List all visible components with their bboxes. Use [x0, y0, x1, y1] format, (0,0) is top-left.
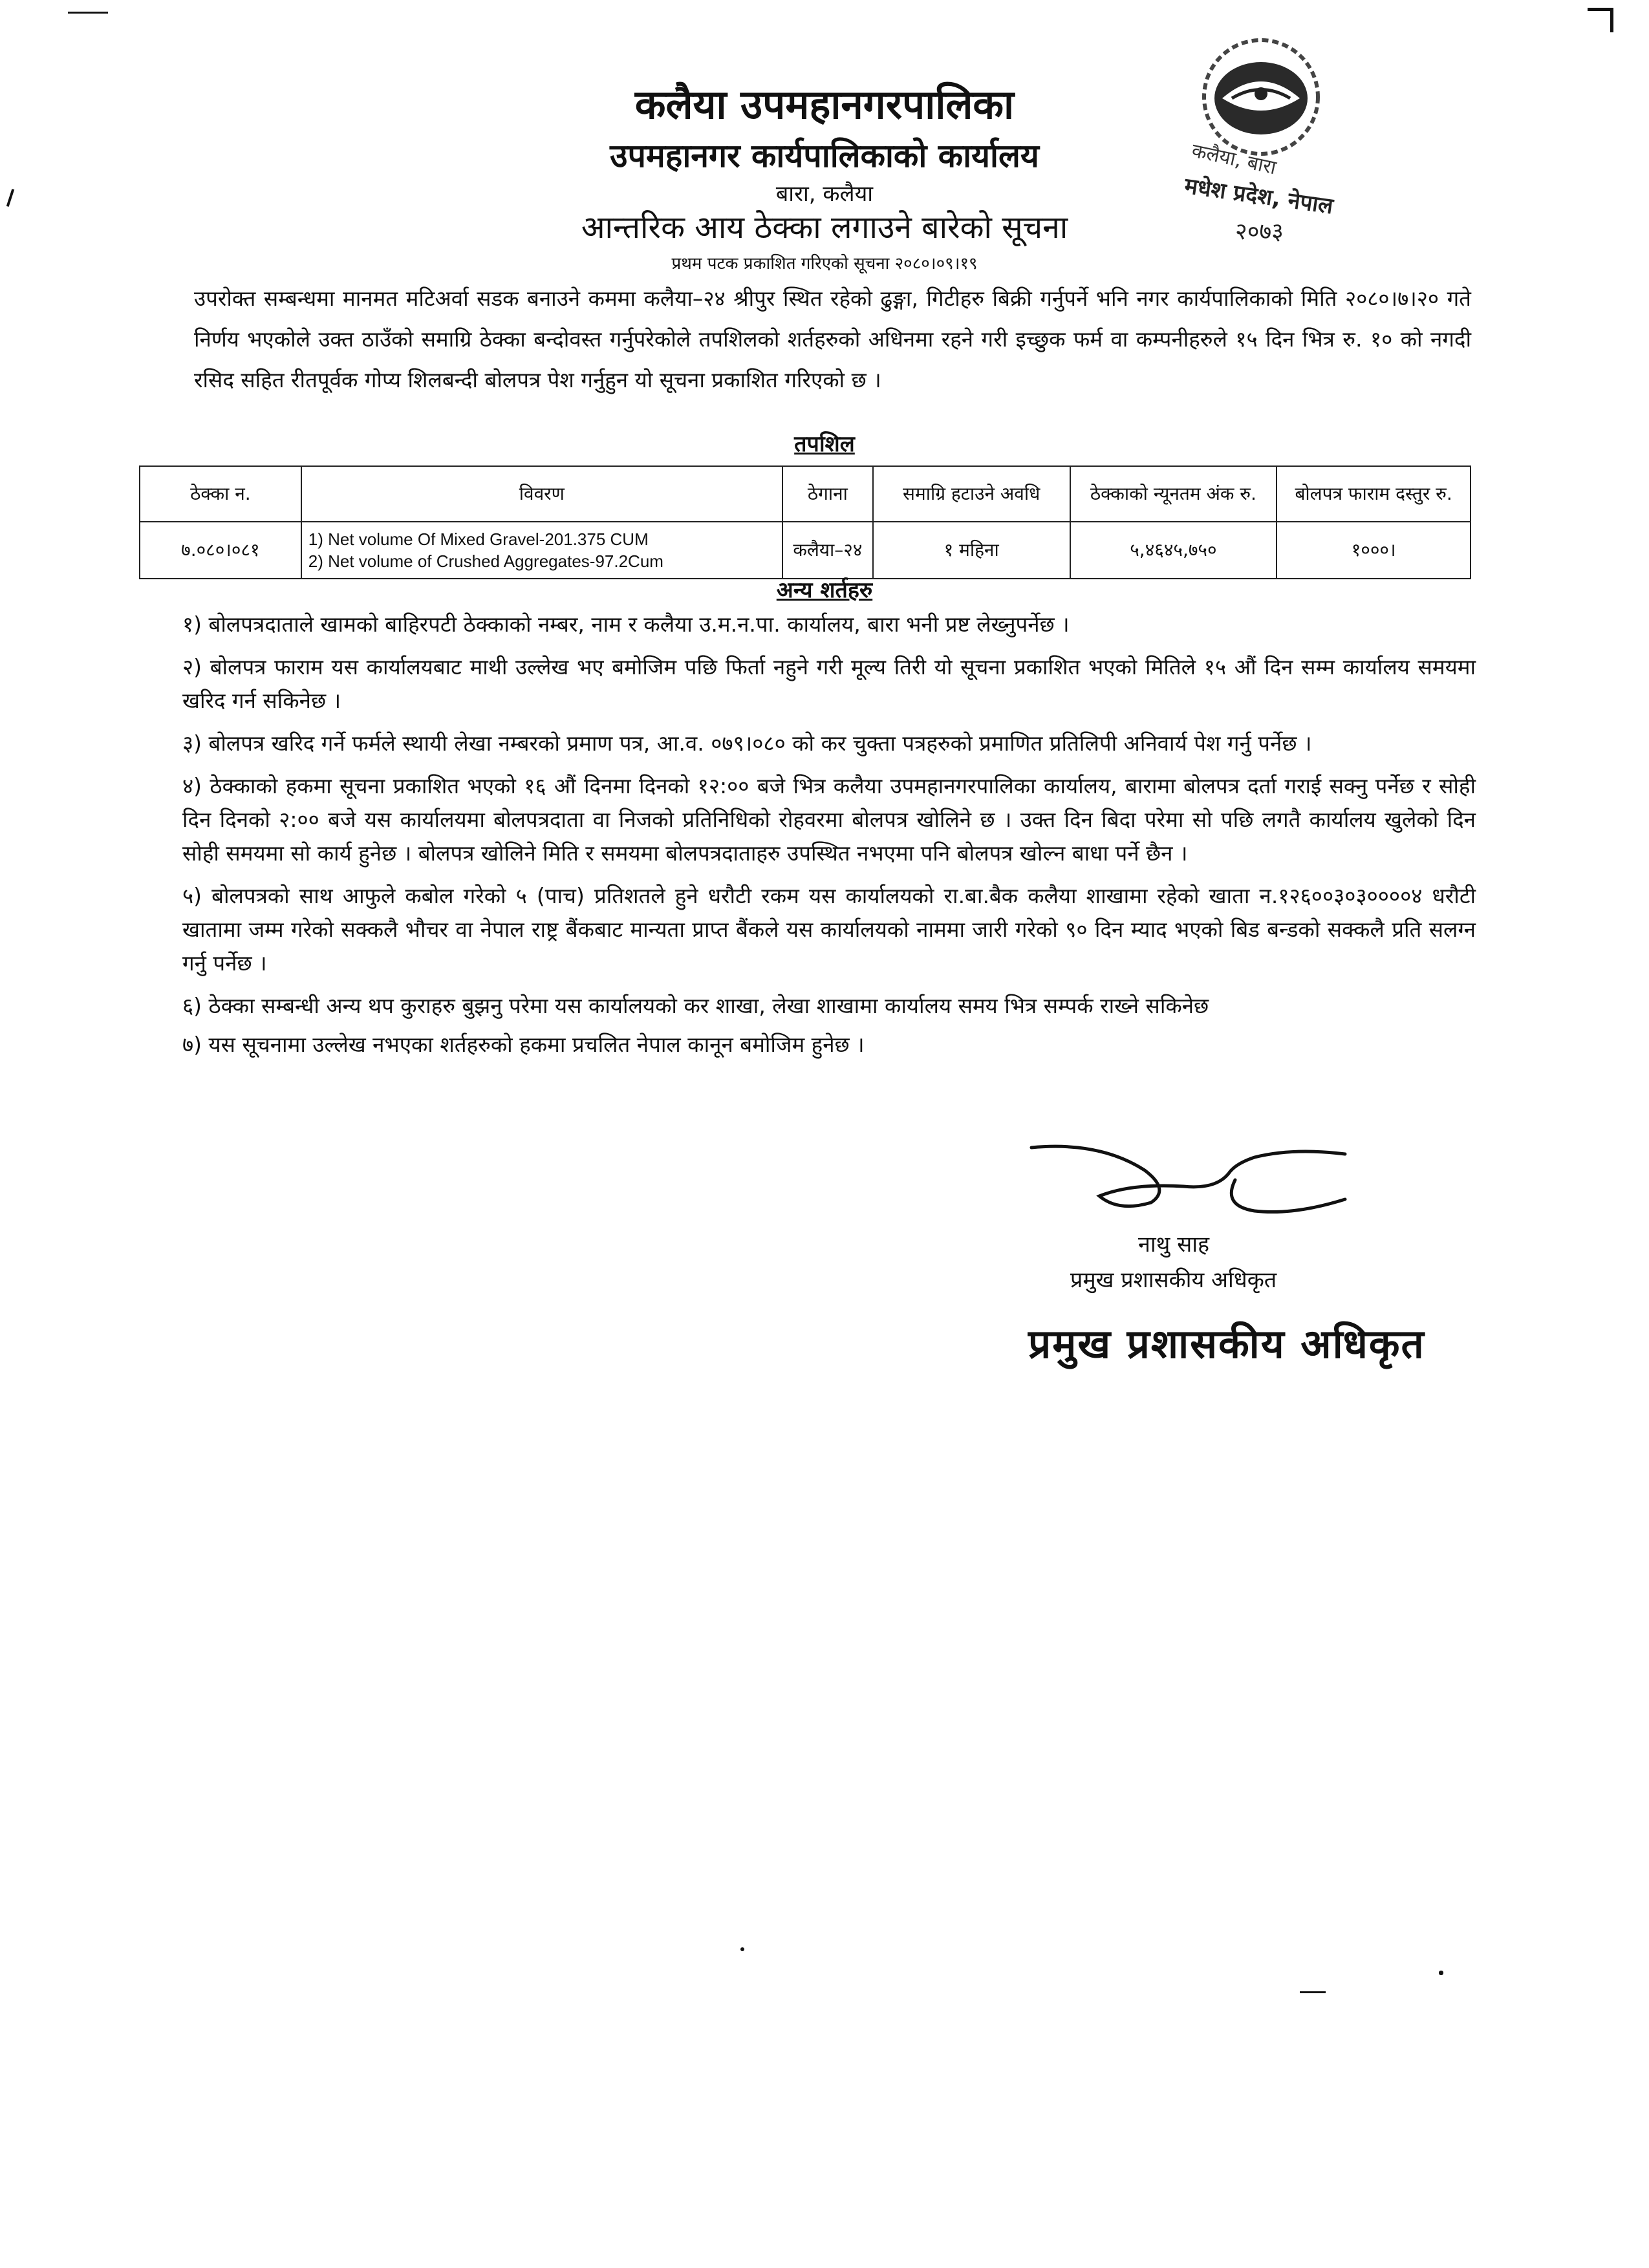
col-contract-no: ठेक्का न. — [140, 466, 301, 522]
term-5: ५) बोलपत्रको साथ आफुले कबोल गरेको ५ (पाच) प्रतिशतले हुने धरौटी रकम यस कार्यालयको रा.बा.बैक कलैया शाखामा रहेको खाता न.१२६००३०३००००४ धरौटी खातामा जम्म गरेको सक्कलै भौचर वा नेपाल राष्ट्र बैंकबाट मान्यता प्राप्त बैंकले यस कार्यालयको नाममा जारी गरेको ९० दिन म्याद भएको बिड बन्डको सक्कलै प्रति सलग्न गर्नु पर्नेछ । — [182, 883, 1476, 976]
terms-list — [182, 608, 1476, 1062]
cell-min-amount: ५,४६४५,७५० — [1070, 522, 1277, 579]
designation-stamp: प्रमुख प्रशासकीय अधिकृत — [1028, 1320, 1425, 1367]
signatory-designation: प्रमुख प्रशासकीय अधिकृत — [1070, 1267, 1277, 1293]
scan-edge-mark — [68, 12, 108, 14]
cell-description — [301, 522, 782, 579]
scan-speck — [1300, 1991, 1326, 1993]
cell-form-fee: १०००। — [1277, 522, 1471, 579]
col-form-fee: बोलपत्र फाराम दस्तुर रु. — [1277, 466, 1471, 522]
office-name: उपमहानगर कार्यपालिकाको कार्यालय — [610, 137, 1039, 175]
handwritten-signature — [1022, 1135, 1384, 1232]
scan-edge-mark-right — [1588, 8, 1613, 11]
scan-speck — [1439, 1971, 1443, 1975]
tender-table — [139, 465, 1471, 579]
term-3: ३) बोलपत्र खरिद गर्ने फर्मले स्थायी लेखा नम्बरको प्रमाण पत्र, आ.व. ०७९।०८० को कर चुक्ता पत्रहरुको प्रमाणित प्रतिलिपी अनिवार्य पेश गर्नु पर्नेछ । — [182, 731, 1312, 756]
municipality-name: कलैया उपमहानगरपालिका — [634, 81, 1015, 128]
table-header-row — [140, 466, 1471, 522]
description-line-2: 2) Net volume of Crushed Aggregates-97.2Cum — [308, 551, 663, 571]
cell-duration: १ महिना — [873, 522, 1070, 579]
description-line-1: 1) Net volume Of Mixed Gravel-201.375 CUM — [308, 530, 649, 549]
intro-paragraph: उपरोक्त सम्बन्धमा मानमत मटिअर्वा सडक बनाउने कममा कलैया–२४ श्रीपुर स्थित रहेको ढुङ्गा, गिटीहरु बिक्री गर्नुपर्ने भनि नगर कार्यपालिकाको मिति २०८०।७।२० गते निर्णय भएकोले उक्त ठाउँको समाग्रि ठेक्का बन्दोवस्त गर्नुपरेकोले तपशिलको शर्तहरुको अधिनमा रहने गरी इच्छुक फर्म वा कम्पनीहरुले १५ दिन भित्र रु. १० को नगदी रसिद सहित रीतपूर्वक गोप्य शिलबन्दी बोलपत्र पेश गर्नुहुन यो सूचना प्रकाशित गरिएको छ । — [194, 286, 1471, 392]
scan-edge-mark-right-v — [1610, 8, 1613, 32]
table-row — [140, 522, 1471, 579]
notice-title: आन्तरिक आय ठेक्का लगाउने बारेको सूचना — [581, 209, 1068, 246]
cell-address: कलैया–२४ — [782, 522, 873, 579]
office-location: बारा, कलैया — [775, 181, 874, 207]
col-description: विवरण — [301, 466, 782, 522]
term-4: ४) ठेक्काको हकमा सूचना प्रकाशित भएको १६ औं दिनमा दिनको १२:०० बजे भित्र कलैया उपमहानगरपालिका कार्यालय, बारामा बोलपत्र दर्ता गराई सक्नु पर्नेछ र सोही दिन दिनको २:०० बजे यस कार्यालयमा बोलपत्रदाता वा निजको प्रतिनिधिको रोहवरमा बोलपत्र खोलिने छ । उक्त दिन बिदा परेमा सो पछि लगतै कार्यालय खुलेको दिन सोही समयमा सो कार्य हुनेछ । बोलपत्र खोलिने मिति र समयमा बोलपत्रदाताहरु उपस्थित नभएमा पनि बोलपत्र खोल्न बाधा पर्ने छैन । — [182, 773, 1476, 866]
other-terms-title: अन्य शर्तहरु — [776, 577, 873, 603]
col-min-amount: ठेक्काको न्यूनतम अंक रु. — [1070, 466, 1277, 522]
term-1: १) बोलपत्रदाताले खामको बाहिरपटी ठेक्काको नम्बर, नाम र कलैया उ.म.न.पा. कार्यालय, बारा भनी प्रष्ट लेख्नुपर्नेछ । — [182, 612, 1070, 637]
signatory-name: नाथु साह — [1138, 1232, 1210, 1257]
svg-text:मधेश प्रदेश, नेपाल: मधेश प्रदेश, नेपाल — [1183, 173, 1335, 220]
term-6: ६) ठेक्का सम्बन्धी अन्य थप कुराहरु बुझनु परेमा यस कार्यालयको कर शाखा, लेखा शाखामा कार्यालय समय भित्र सम्पर्क राख्ने सकिनेछ — [182, 993, 1209, 1018]
svg-text:कलैया, बारा: कलैया, बारा — [1189, 139, 1278, 180]
publication-line: प्रथम पटक प्रकाशित गरिएको सूचना २०८०।०९।१९ — [671, 254, 978, 273]
col-address: ठेगाना — [782, 466, 873, 522]
term-7: ७) यस सूचनामा उल्लेख नभएका शर्तहरुको हकमा प्रचलित नेपाल कानून बमोजिम हुनेछ । — [182, 1032, 865, 1057]
col-duration: समाग्रि हटाउने अवधि — [873, 466, 1070, 522]
scan-speck — [740, 1947, 744, 1951]
cell-contract-no: ७.०८०।०८१ — [140, 522, 301, 579]
table-title: तपशिल — [794, 431, 855, 457]
seal-year: २०७३ — [1235, 219, 1284, 245]
term-2: २) बोलपत्र फाराम यस कार्यालयबाट माथी उल्लेख भए बमोजिम पछि फिर्ता नहुने गरी मूल्य तिरी यो सूचना प्रकाशित भएको मितिले १५ औं दिन सम्म कार्यालय समयमा खरिद गर्न सकिनेछ । — [182, 654, 1476, 713]
